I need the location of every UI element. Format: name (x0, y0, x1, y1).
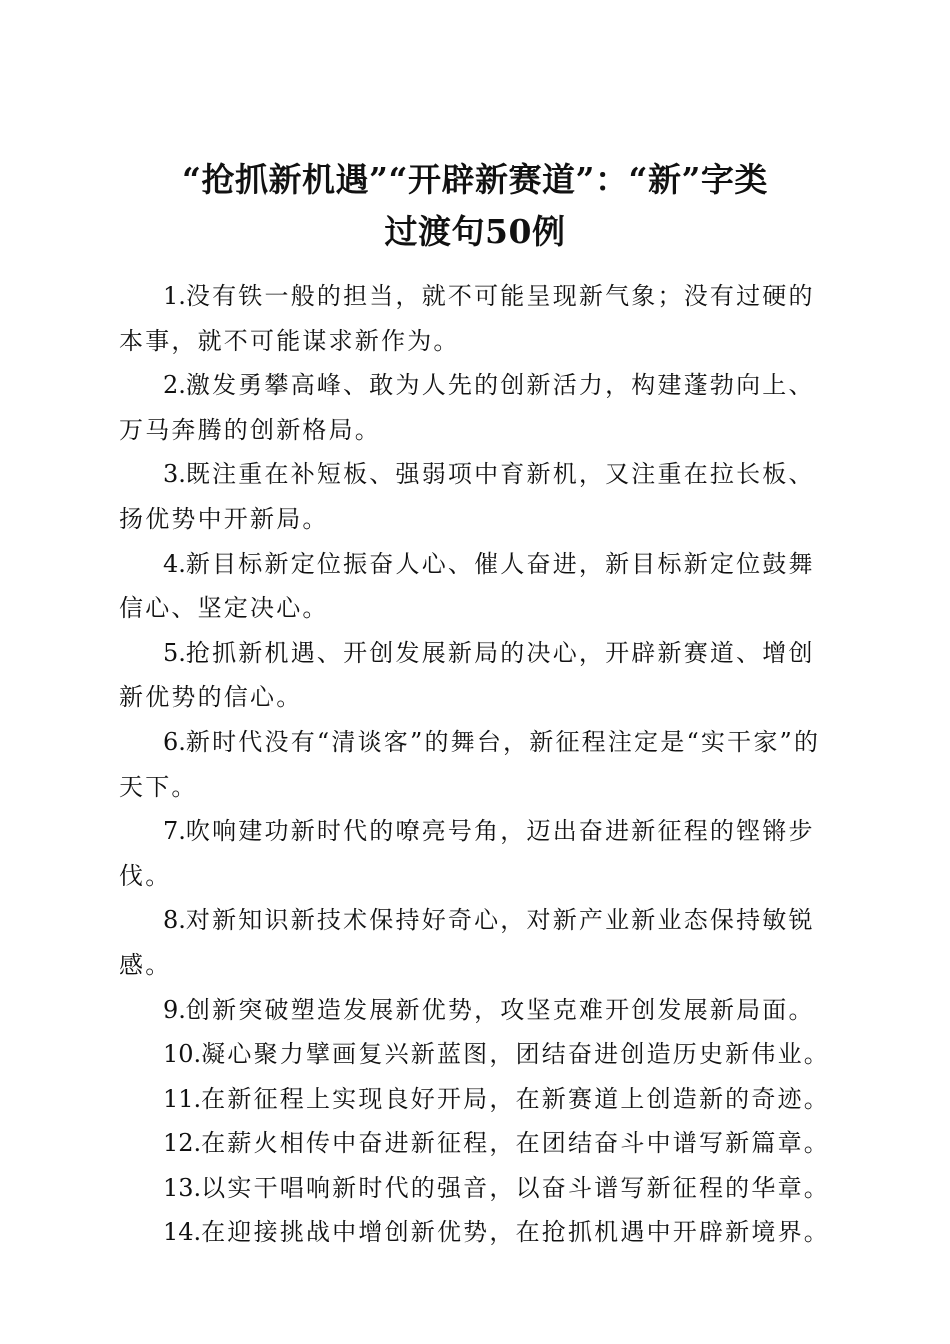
list-item (119, 1121, 839, 1166)
item-number: 2. (163, 371, 186, 400)
list-item (119, 1077, 839, 1122)
item-text: 吹响建功新时代的嘹亮号角，迈出奋进新征程的铿锵步伐。 (119, 817, 815, 890)
document-title (100, 154, 850, 258)
item-text: 激发勇攀高峰、敢为人先的创新活力，构建蓬勃向上、万马奔腾的创新格局。 (119, 371, 815, 444)
item-number: 1. (163, 282, 186, 310)
list-item (119, 898, 839, 987)
item-number: 11. (163, 1084, 202, 1113)
item-number: 8. (163, 906, 186, 935)
list-item (119, 631, 839, 720)
list-item (119, 1210, 839, 1255)
item-number: 14. (163, 1218, 202, 1247)
item-text: 创新突破塑造发展新优势，攻坚克难开创发展新局面。 (185, 995, 815, 1024)
item-text: 在迎接挑战中增创新优势，在抢抓机遇中开辟新境界。 (201, 1218, 830, 1247)
list-item (119, 452, 839, 541)
item-number: 10. (163, 1040, 202, 1069)
list-item (119, 809, 839, 898)
item-number: 6. (163, 727, 186, 756)
item-text: 没有铁一般的担当，就不可能呈现新气象；没有过硬的本事，就不可能谋求新作为。 (119, 282, 815, 355)
item-text: 抢抓新机遇、开创发展新局的决心，开辟新赛道、增创新优势的信心。 (119, 638, 815, 712)
list-item (119, 988, 839, 1033)
list-item (119, 1166, 839, 1211)
list-item (119, 720, 839, 809)
item-text: 以实干唱响新时代的强音，以奋斗谱写新征程的华章。 (201, 1173, 830, 1202)
item-number: 9. (163, 995, 186, 1024)
item-text: 新时代没有“清谈客”的舞台，新征程注定是“实干家”的天下。 (119, 727, 821, 801)
item-text: 对新知识新技术保持好奇心，对新产业新业态保持敏锐感。 (119, 906, 815, 979)
title-line-2: 过渡句50例 (384, 212, 566, 252)
sentence-list (119, 274, 839, 1255)
item-text: 新目标新定位振奋人心、催人奋进，新目标新定位鼓舞信心、坚定决心。 (119, 549, 815, 623)
item-text: 在薪火相传中奋进新征程，在团结奋斗中谱写新篇章。 (201, 1129, 830, 1158)
item-number: 5. (163, 638, 186, 667)
item-text: 在新征程上实现良好开局，在新赛道上创造新的奇迹。 (201, 1084, 830, 1113)
list-item (119, 363, 839, 452)
item-number: 12. (163, 1129, 202, 1158)
item-number: 13. (163, 1173, 202, 1202)
list-item (119, 274, 839, 363)
list-item (119, 542, 839, 631)
title-line-1: “抢抓新机遇”“开辟新赛道”：“新”字类 (182, 160, 768, 200)
item-text: 凝心聚力擘画复兴新蓝图，团结奋进创造历史新伟业。 (201, 1040, 830, 1069)
item-number: 4. (163, 549, 186, 578)
item-text: 既注重在补短板、强弱项中育新机，又注重在拉长板、扬优势中开新局。 (119, 460, 815, 533)
item-number: 3. (163, 460, 186, 489)
item-number: 7. (163, 817, 186, 846)
list-item (119, 1032, 839, 1077)
